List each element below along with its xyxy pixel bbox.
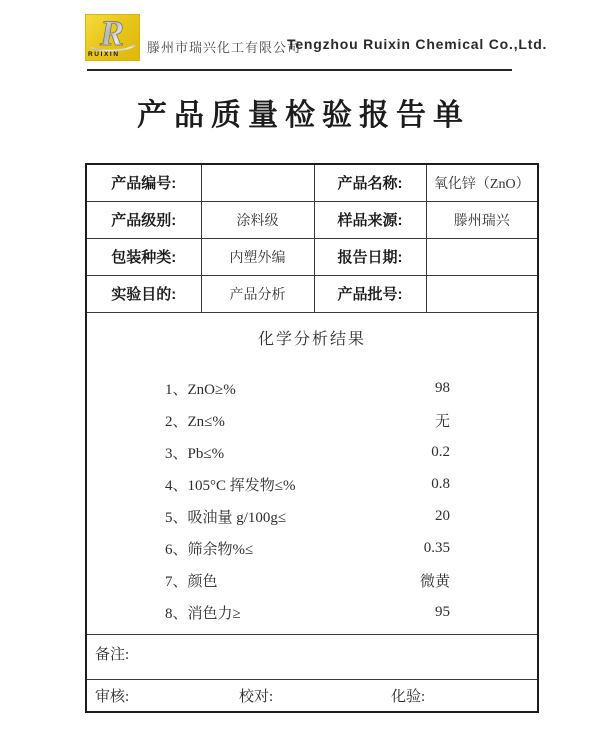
item-label: 5、吸油量 g/100g≤ — [165, 510, 287, 526]
logo-r-icon — [85, 12, 140, 54]
page-title: 产品质量检验报告单 — [137, 99, 470, 132]
analysis-row — [86, 312, 538, 634]
signature-row — [86, 679, 538, 712]
item-value: 微黄 — [419, 574, 450, 590]
value-report-date — [426, 238, 538, 275]
signature-line — [87, 685, 537, 706]
value-test-purpose: 产品分析 — [201, 275, 314, 312]
remark-section — [86, 634, 538, 679]
item-label: 8、消色力≥ — [165, 606, 241, 622]
item-label: 2、Zn≤% — [165, 414, 225, 430]
item-value: 无 — [434, 414, 450, 430]
analysis-item — [165, 597, 450, 629]
label-package-type: 包装种类: — [86, 238, 201, 275]
company-logo — [85, 14, 140, 61]
item-label: 3、Pb≤% — [165, 446, 225, 462]
label-report-date: 报告日期: — [314, 238, 426, 275]
signature-section — [86, 679, 538, 712]
svg-text:R: R — [99, 13, 125, 53]
item-label: 6、筛余物%≤ — [165, 542, 254, 558]
value-product-grade: 涂料级 — [201, 201, 314, 238]
item-value: 0.35 — [423, 540, 450, 556]
value-sample-source: 滕州瑞兴 — [426, 201, 538, 238]
header-divider — [87, 69, 512, 71]
item-value: 20 — [435, 508, 450, 524]
tester-label: 化验: — [391, 688, 426, 705]
analysis-section — [86, 312, 538, 634]
table-row — [86, 238, 538, 275]
analysis-item — [165, 405, 450, 437]
analysis-item — [165, 565, 450, 597]
label-product-name: 产品名称: — [314, 164, 426, 201]
value-batch-no — [426, 275, 538, 312]
label-test-purpose: 实验目的: — [86, 275, 201, 312]
analysis-item — [165, 437, 450, 469]
logo-brand-text: RUIXIN — [88, 51, 120, 58]
item-value: 95 — [435, 604, 450, 620]
value-package-type: 内塑外编 — [201, 238, 314, 275]
label-product-no: 产品编号: — [86, 164, 201, 201]
analysis-item-list — [87, 373, 537, 629]
analysis-item — [165, 469, 450, 501]
item-value: 0.8 — [431, 476, 450, 492]
analysis-item — [165, 533, 450, 565]
company-name-chinese: 滕州市瑞兴化工有限公司 — [147, 40, 302, 55]
item-label: 4、105°C 挥发物≤% — [165, 478, 296, 494]
analysis-heading: 化学分析结果 — [257, 330, 366, 348]
table-row — [86, 201, 538, 238]
value-product-name: 氧化锌（ZnO） — [426, 164, 538, 201]
item-value: 98 — [435, 380, 450, 396]
company-name-english: Tengzhou Ruixin Chemical Co.,Ltd. — [287, 36, 548, 52]
label-product-grade: 产品级别: — [86, 201, 201, 238]
remark-row — [86, 634, 538, 679]
analysis-item — [165, 501, 450, 533]
label-sample-source: 样品来源: — [314, 201, 426, 238]
reviewer-label: 审核: — [95, 688, 130, 705]
item-label: 7、颜色 — [165, 574, 218, 590]
item-label: 1、ZnO≥% — [165, 382, 236, 398]
report-table — [85, 163, 539, 713]
table-row — [86, 164, 538, 201]
label-batch-no: 产品批号: — [314, 275, 426, 312]
table-row — [86, 275, 538, 312]
value-product-no — [201, 164, 314, 201]
remark-label: 备注: — [95, 646, 130, 663]
item-value: 0.2 — [431, 444, 450, 460]
proofreader-label: 校对: — [239, 688, 274, 705]
analysis-item — [165, 373, 450, 405]
